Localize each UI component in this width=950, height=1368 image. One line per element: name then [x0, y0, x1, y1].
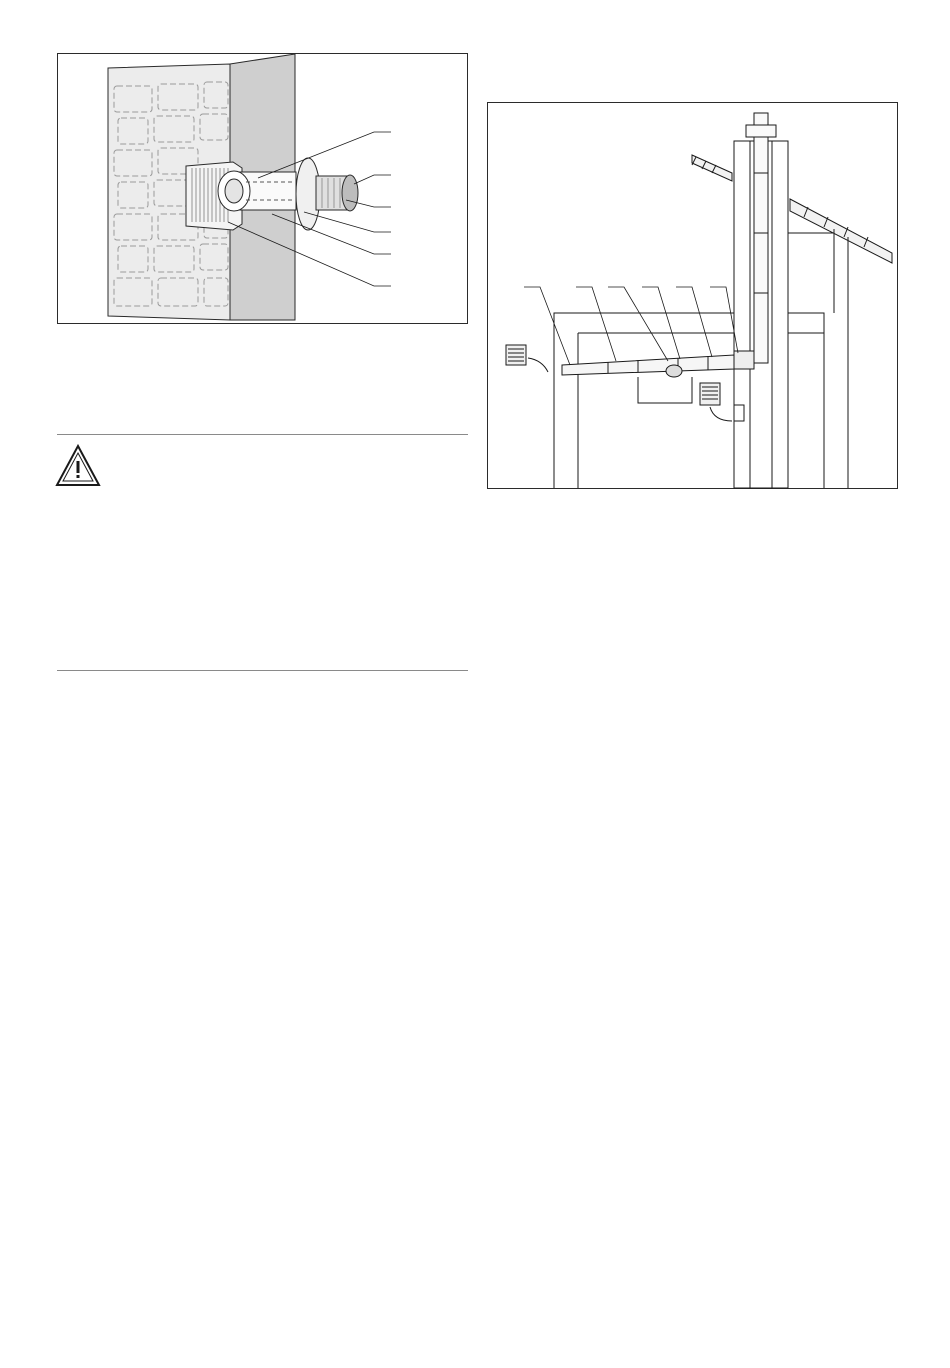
figure-wall-terminal	[57, 53, 468, 324]
rear-adaptor	[316, 175, 358, 211]
air-grille-icon	[506, 345, 548, 372]
chimney-connector	[734, 351, 754, 369]
chimney-cap	[754, 113, 768, 125]
terminal-pipe	[218, 171, 296, 211]
wall-terminal-drawing	[58, 54, 469, 325]
warning-top-rule	[57, 434, 468, 435]
flue-bend	[666, 365, 682, 377]
warning-bottom-rule	[57, 670, 468, 671]
callout-leaders	[524, 287, 738, 365]
figure-chimney-flue	[487, 102, 898, 489]
warning-triangle-icon	[55, 444, 101, 488]
boiler-outline	[638, 377, 692, 403]
side-vent	[734, 405, 744, 421]
flue-liner	[754, 133, 768, 363]
roof-left	[692, 155, 732, 181]
air-grille-icon-lower	[700, 383, 732, 421]
chimney-terminal	[746, 125, 776, 137]
roof-right	[790, 199, 892, 263]
chimney-flue-drawing	[488, 103, 899, 490]
